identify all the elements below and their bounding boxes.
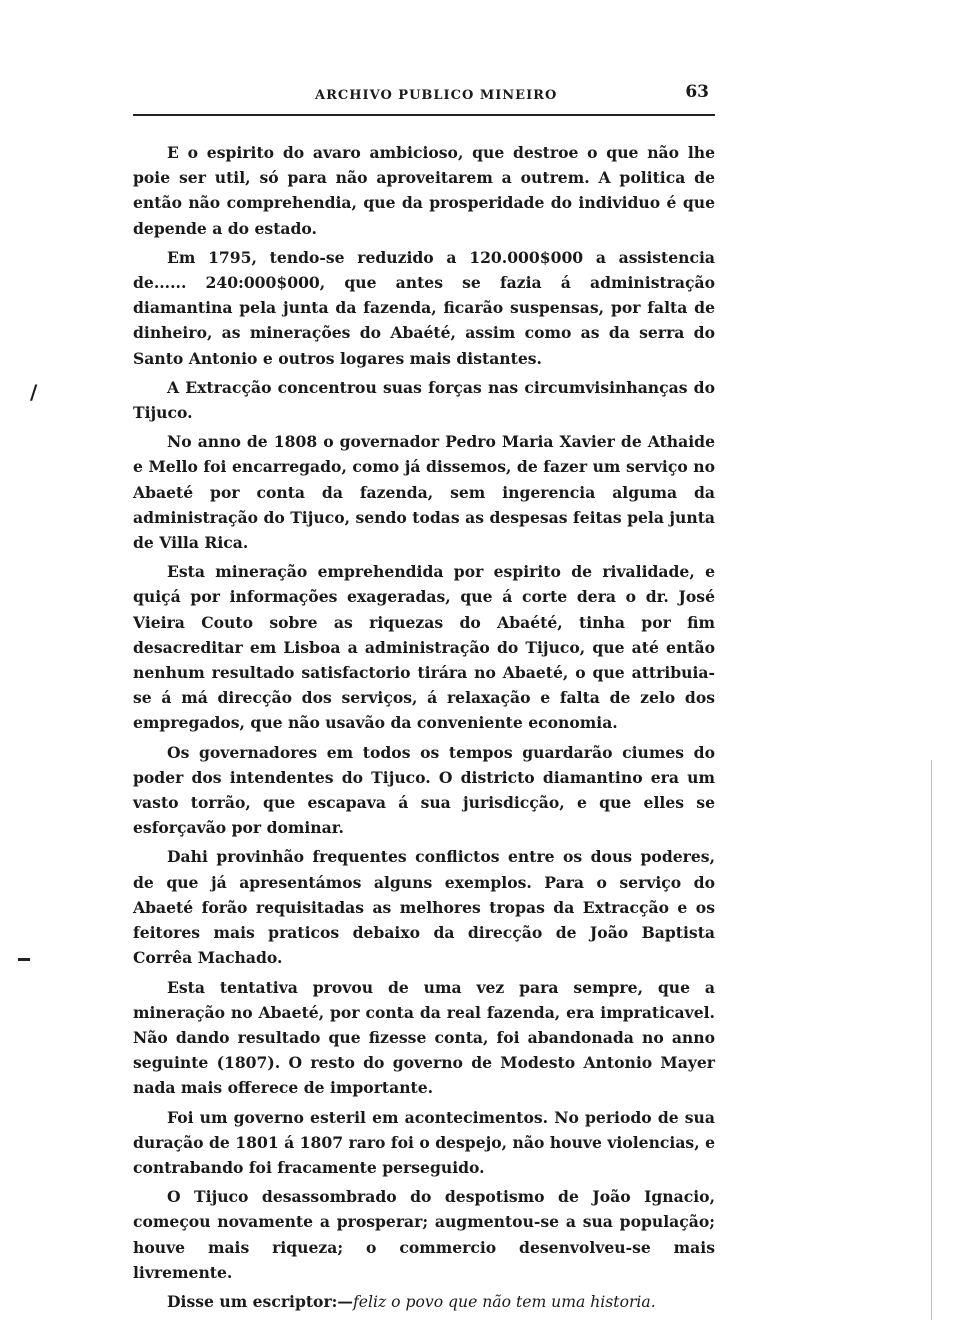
paragraph: Em 1795, tendo-se reduzido a 120.000$000 a assistencia de...... 240:000$000, que antes se fazia á administração diamantina pela junta da fazenda, ficarão suspensas, por falta de dinheiro, as minerações do Abaété, assim como as da serra do Santo Antonio e outros logares mais distantes. [133, 247, 715, 368]
closing-paragraph [133, 1289, 715, 1315]
paragraph: No anno de 1808 o governador Pedro Maria Xavier de Athaide e Mello foi encarregado, como já dissemos, de fazer um serviço no Abaeté por conta da fazenda, sem ingerencia alguma da administração do Tijuco, sendo todas as despesas feitas pela junta de Villa Rica. [133, 432, 715, 553]
paragraph: Foi um governo esteril em acontecimentos. No periodo de sua duração de 1801 á 1807 raro foi o despejo, não houve violencias, e contrabando foi fracamente perseguido. [133, 1107, 715, 1177]
page-edge-line [931, 760, 932, 1320]
page-number: 63 [685, 82, 709, 102]
paragraph: A Extracção concentrou suas forças nas circumvisinhanças do Tijuco. [133, 377, 715, 423]
paragraph: Esta mineração emprehendida por espirito de rivalidade, e quiçá por informações exageradas, que á corte dera o dr. José Vieira Couto sobre as riquezas do Abaété, tinha por fim desacreditar em Lisboa a administração do Tijuco, que até então nenhum resultado satisfactorio tirára no Abaeté, o que attribuia-se á má direcção dos serviços, á relaxação e falta de zelo dos empregados, que não usavão da conveniente economia. [133, 562, 715, 733]
paragraph: E o espirito do avaro ambicioso, que destroe o que não lhe poie ser util, só para não aproveitarem a outrem. A politica de então não comprehendia, que da prosperidade do individuo é que depende a do estado. [133, 143, 715, 238]
margin-dash-mark [18, 958, 30, 961]
closing-lead: Disse um escriptor:— [167, 1291, 354, 1311]
running-title: ARCHIVO PUBLICO MINEIRO [315, 88, 558, 103]
paragraph: Esta tentativa provou de uma vez para sempre, que a mineração no Abaeté, por conta da real fazenda, era impraticavel. Não dando resultado que fizesse conta, foi abandonada no anno seguinte (1807). O resto do governo de Modesto Antonio Mayer nada mais offerece de importante. [133, 977, 715, 1098]
paragraph: O Tijuco desassombrado do despotismo de João Ignacio, começou novamente a prosperar; augmentou-se a sua população; houve mais riqueza; o commercio desenvolveu-se mais livremente. [133, 1187, 715, 1282]
closing-quote: feliz o povo que não tem uma historia. [353, 1292, 656, 1311]
margin-slash-mark: / [30, 380, 38, 404]
running-header [133, 80, 715, 116]
paragraph: Os governadores em todos os tempos guardarão ciumes do poder dos intendentes do Tijuco. O districto diamantino era um vasto torrão, que escapava á sua jurisdicção, e que elles se esforçavão por dominar. [133, 742, 715, 838]
paragraph: Dahi provinhão frequentes conflictos entre os dous poderes, de que já apresentámos alguns exemplos. Para o serviço do Abaeté forão requisitadas as melhores tropas da Extracção e os feitores mais praticos debaixo da direcção de João Baptista Corrêa Machado. [133, 847, 715, 968]
body-text [133, 140, 715, 1319]
